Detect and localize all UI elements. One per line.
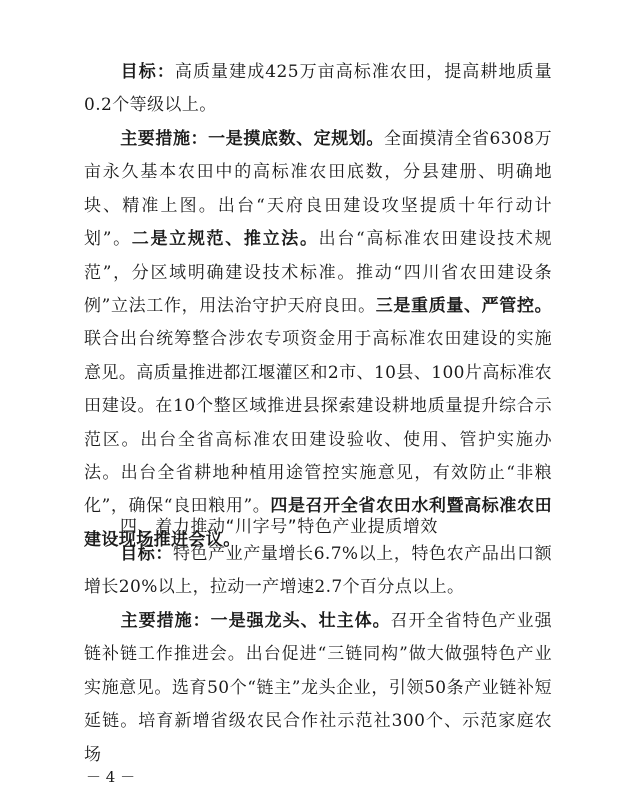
goal-label: 目标： <box>120 544 173 564</box>
paragraph-measures-farmland <box>84 123 552 557</box>
measures-label: 主要措施： <box>120 129 209 149</box>
measure-1-title: 一是摸底数、定规划。 <box>208 129 385 149</box>
paragraph-goal-industry <box>84 538 552 605</box>
measure-1-title: 一是强龙头、壮主体。 <box>210 611 391 631</box>
measure-2-text: 出台“高标准农田建设技术规范”，分区域明确建设技术标准。推动“四川省农田建设条例”立法工作，用法治守护天府良田。 <box>84 229 553 317</box>
goal-text: 高质量建成425万亩高标准农田，提高耕地质量0.2个等级以上。 <box>84 62 552 116</box>
paragraph-measures-industry <box>84 605 552 772</box>
measure-3-text: 联合出台统筹整合涉农专项资金用于高标准农田建设的实施意见。高质量推进都江堰灌区和2市、10县、100片高标准农田建设。在10个整区域推进县探索建设耕地质量提升综合示范区。出台全省高标准农田建设验收、使用、管护实施办法。出台全省耕地种植用途管控实施意见，有效防止“非粮化”，确保“良田粮用”。 <box>84 329 552 517</box>
goal-text: 特色产业产量增长6.7%以上，特色农产品出口额增长20%以上，拉动一产增速2.7个百分点以上。 <box>84 544 552 598</box>
measure-1-text: 全面摸清全省6308万亩永久基本农田中的高标准农田底数，分县建册、明确地块、精准上图。出台“天府良田建设攻坚提质十年行动计划”。 <box>84 129 553 250</box>
measure-3-title: 三是重质量、严管控。 <box>375 296 552 317</box>
measures-label: 主要措施： <box>120 611 211 631</box>
paragraph-goal-farmland <box>84 56 552 123</box>
section-heading: 四、着力推动“川字号”特色产业提质增效 <box>120 517 439 537</box>
measure-1-text: 召开全省特色产业强链补链工作推进会。出台促进“三链同构”做大做强特色产业实施意见。选育50个“链主”龙头企业，引领50条产业链补短延链。培育新增省级农民合作社示范社300个、示范家庭农场 <box>84 611 553 765</box>
measure-2-title: 二是立规范、推立法。 <box>131 229 319 250</box>
page-number: － 4 － <box>86 768 136 786</box>
measure-4-title: 四是召开全省农田水利暨高标准农田建设现场推进会议。 <box>84 496 552 550</box>
goal-label: 目标： <box>120 62 175 82</box>
